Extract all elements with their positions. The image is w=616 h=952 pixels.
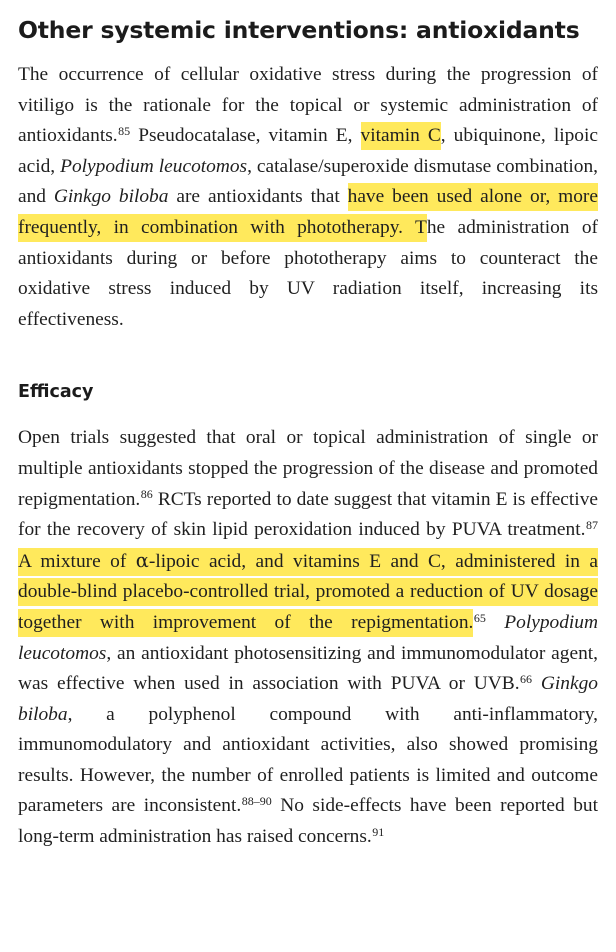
citation-ref-85: 85 <box>118 123 131 138</box>
page-title: Other systemic interventions: antioxidants <box>18 16 580 44</box>
text-segment: The occurrence of cellular oxidative stress during the progression of vitiligo is the rationale for the topical or systemic administration of antioxidants. <box>18 64 598 147</box>
citation-ref-88-90: 88–90 <box>241 794 272 809</box>
citation-ref-65: 65 <box>473 610 486 625</box>
highlight-phototherapy-combination: have been used alone or, more frequently, in combination with phototherapy. T <box>18 183 598 242</box>
text-segment: Open trials suggested that oral or topical administration of single or multiple antioxidants stopped the progression of the disease and promoted repigmentation. <box>18 427 598 510</box>
text-segment: Pseudocatalase, vitamin E, <box>130 125 361 147</box>
paragraph-efficacy <box>18 423 598 852</box>
text-segment: RCTs reported to date suggest that vitamin E is effective for the recovery of skin lipid peroxidation induced by PUVA treatment. <box>18 488 598 541</box>
text-segment: , a polyphenol compound with anti-inflammatory, immunomodulatory and antioxidant activities, also showed promising results. However, the number of enrolled patients is limited and outcome parameters are inconsistent. <box>18 703 598 817</box>
species-name-polypodium: Polypodium leucotomos <box>18 611 598 664</box>
highlight-vitamin-c: vitamin C <box>361 122 441 150</box>
species-name-ginkgo: Ginkgo biloba <box>18 673 598 725</box>
text-segment: are antioxidants that <box>168 186 348 208</box>
citation-ref-66: 66 <box>520 671 533 686</box>
text-segment: No side-effects have been reported but long-term administration has raised concerns. <box>18 795 598 848</box>
section-subtitle-efficacy: Efficacy <box>18 382 94 403</box>
greek-letter-alpha: α <box>135 548 149 572</box>
text-segment: , catalase/superoxide dismutase combination, and <box>18 155 599 208</box>
text-segment: , ubiquinone, lipoic acid, <box>18 125 598 177</box>
subheading-wrapper <box>18 381 598 403</box>
text-segment <box>532 673 541 694</box>
text-segment: , an antioxidant photosensitizing and immunomodulator agent, was effective when used in association with PUVA or UVB. <box>18 642 598 695</box>
citation-ref-91: 91 <box>372 824 385 839</box>
paragraph-antioxidants-intro <box>18 60 598 335</box>
text-segment: he administration of antioxidants during or before phototherapy aims to counteract the oxidative stress induced by UV radiation itself, increasing its effectiveness. <box>18 216 598 330</box>
citation-ref-86: 86 <box>140 487 153 502</box>
citation-ref-87: 87 <box>585 517 598 532</box>
species-name-ginkgo: Ginkgo biloba <box>53 186 169 208</box>
species-name-polypodium: Polypodium leucotomos <box>60 155 248 177</box>
text-segment <box>486 612 504 633</box>
text-segment: -lipoic acid, and vitamins E and C, administered in a double-blind placebo-controlled trial, promoted a reduction of UV dosage together with improvement of the repigmentation. <box>18 550 598 633</box>
text-segment: A mixture of <box>18 550 136 572</box>
